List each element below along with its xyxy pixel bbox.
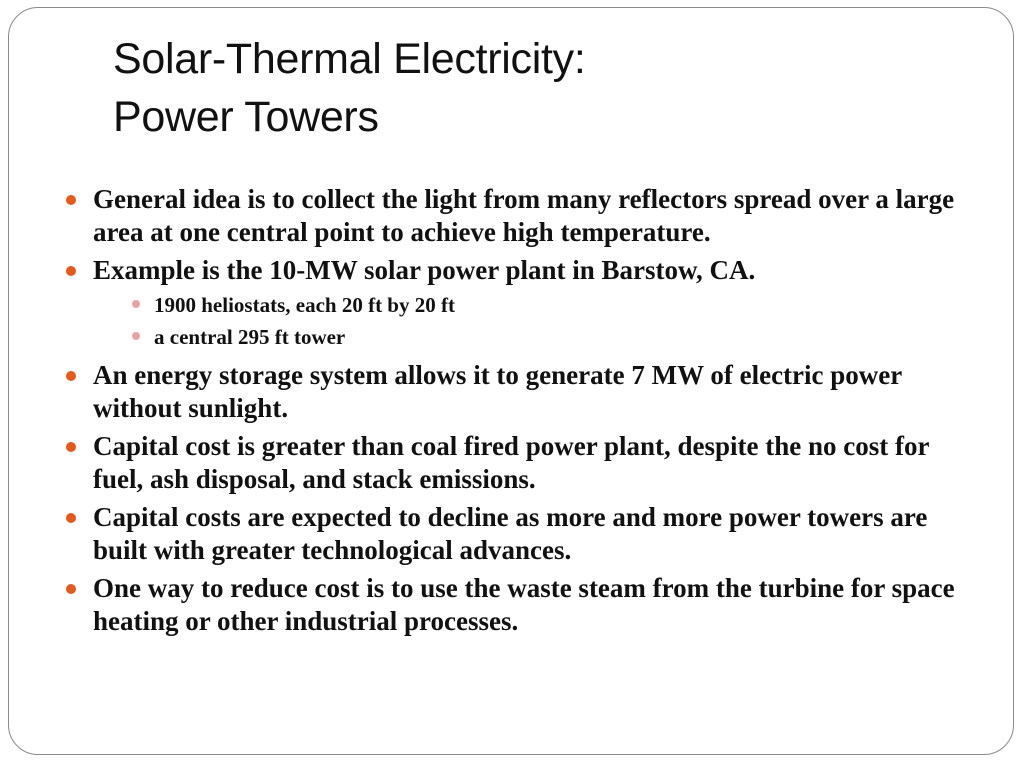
sub-bullet-text: a central 295 ft tower — [154, 325, 346, 349]
bullet-item — [62, 359, 982, 425]
bullet-text: Example is the 10-MW solar power plant in Barstow, CA. — [93, 255, 756, 285]
bullet-item — [62, 572, 982, 638]
sub-bullet-text: 1900 heliostats, each 20 ft by 20 ft — [154, 293, 455, 317]
bullet-dot-icon — [66, 584, 76, 594]
bullet-text: General idea is to collect the light from many reflectors spread over a large area at one central point to achieve high temperature. — [93, 184, 955, 247]
slide-title — [113, 30, 585, 146]
slide-title-line-2: Power Towers — [113, 93, 379, 141]
sub-bullet-dot-icon — [132, 332, 140, 340]
slide-title-line-1: Solar-Thermal Electricity: — [113, 35, 586, 83]
sub-bullet-dot-icon — [132, 300, 140, 308]
bullet-text: An energy storage system allows it to generate 7 MW of electric power without sunlight. — [93, 360, 902, 423]
bullet-item — [62, 254, 982, 287]
bullet-text: Capital cost is greater than coal fired power plant, despite the no cost for fuel, ash disposal, and stack emissions. — [93, 431, 929, 494]
bullet-item — [62, 501, 982, 567]
bullet-dot-icon — [66, 195, 76, 205]
bullet-item — [62, 183, 982, 249]
bullet-item — [62, 430, 982, 496]
bullet-dot-icon — [66, 442, 76, 452]
sub-bullet-item — [62, 321, 982, 353]
bullet-dot-icon — [66, 371, 76, 381]
bullet-text: One way to reduce cost is to use the waste steam from the turbine for space heating or other industrial processes. — [93, 573, 955, 636]
sub-bullet-item — [62, 289, 982, 321]
bullet-text: Capital costs are expected to decline as more and more power towers are built with greater technological advances. — [93, 502, 928, 565]
bullet-list — [62, 183, 982, 643]
bullet-dot-icon — [66, 513, 76, 523]
bullet-dot-icon — [66, 266, 76, 276]
